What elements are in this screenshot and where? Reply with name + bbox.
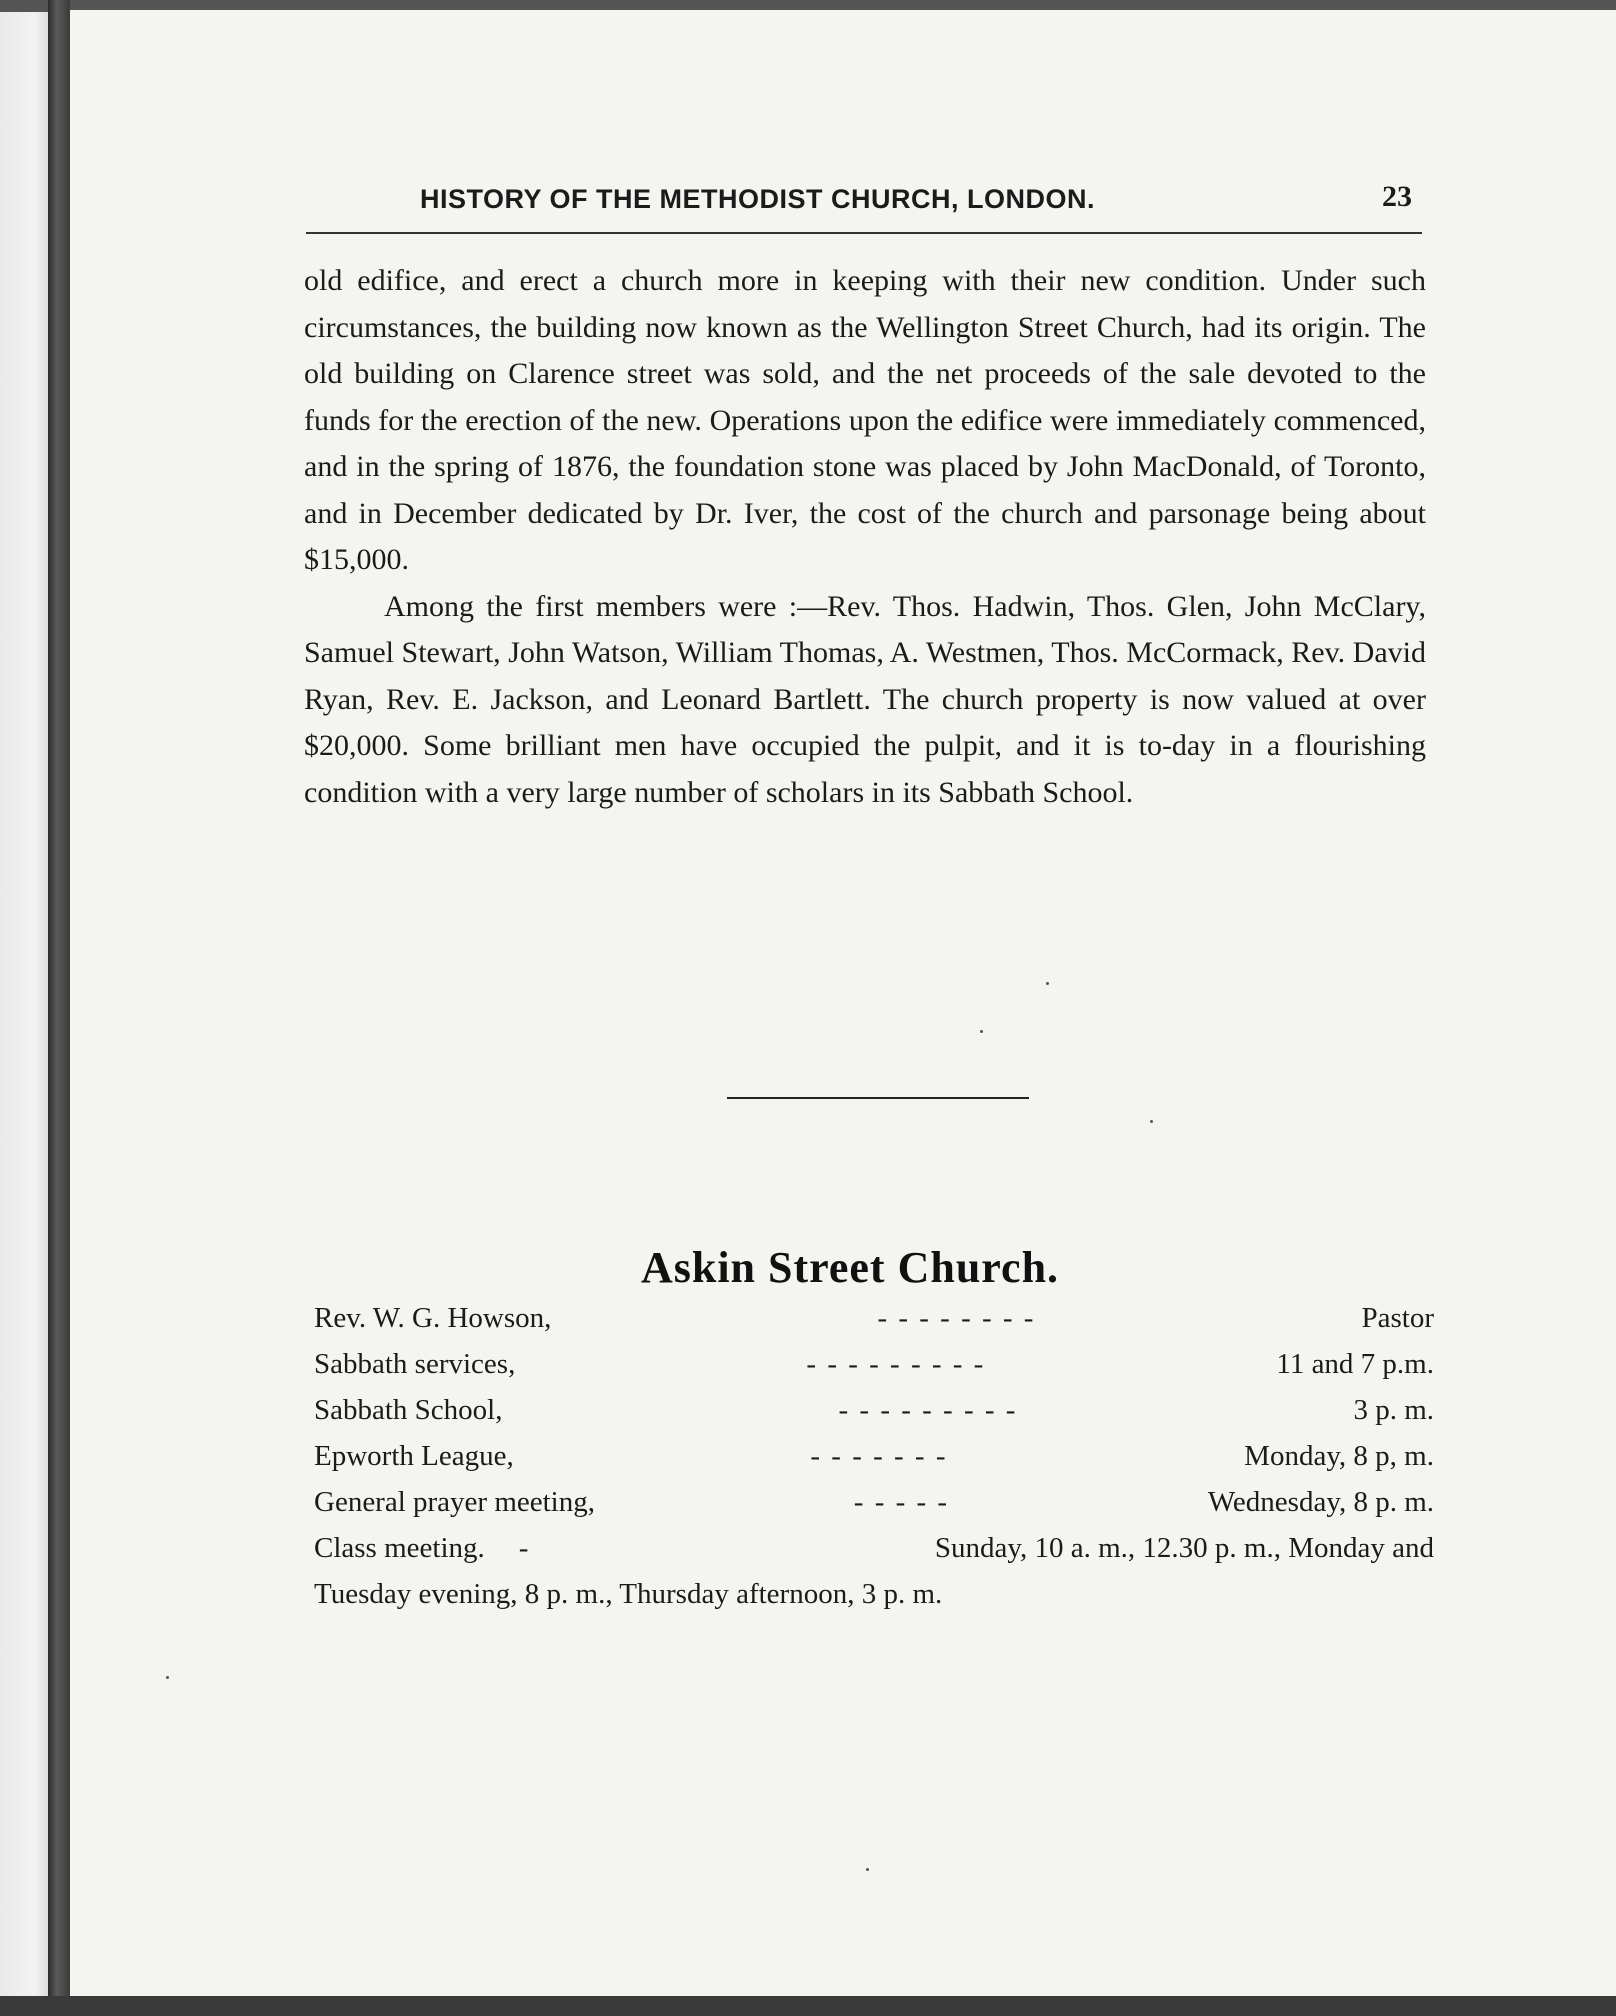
speck xyxy=(1150,1120,1153,1123)
service-schedule xyxy=(314,1302,1434,1624)
schedule-value: Monday, 8 p, m. xyxy=(1244,1440,1434,1472)
schedule-value: Wednesday, 8 p. m. xyxy=(1207,1486,1434,1518)
schedule-row-prayer-meeting xyxy=(314,1486,1434,1532)
section-heading: Askin Street Church. xyxy=(640,1243,1060,1292)
speck xyxy=(1046,982,1049,985)
dot-leader: - - - - - - - - - xyxy=(838,1394,1018,1426)
schedule-label: General prayer meeting, xyxy=(314,1486,595,1518)
schedule-label: Sabbath services, xyxy=(314,1348,516,1380)
dot-leader: - - - - - - - xyxy=(810,1440,948,1472)
schedule-value: Pastor xyxy=(1361,1302,1434,1334)
running-head-title: HISTORY OF THE METHODIST CHURCH, LONDON. xyxy=(420,184,1096,214)
dot-leader: - - - - - - - - xyxy=(877,1302,1036,1334)
schedule-label: Sabbath School, xyxy=(314,1394,503,1426)
dot-leader: - - - - - - - - - xyxy=(806,1348,986,1380)
dot-leader: - - - - - xyxy=(853,1486,950,1518)
schedule-row-sabbath-school xyxy=(314,1394,1434,1440)
speck xyxy=(166,1676,169,1679)
schedule-row-pastor xyxy=(314,1302,1434,1348)
schedule-value: 3 p. m. xyxy=(1353,1394,1434,1426)
schedule-row-class-meeting xyxy=(314,1532,1434,1578)
schedule-row-class-meeting-continued xyxy=(314,1578,1434,1624)
dot-leader: - xyxy=(518,1532,529,1564)
page-number: 23 xyxy=(1382,180,1412,213)
speck xyxy=(866,1868,869,1871)
schedule-row-epworth-league xyxy=(314,1440,1434,1486)
speck xyxy=(980,1030,983,1033)
header-rule xyxy=(306,232,1422,234)
schedule-label: Class meeting. xyxy=(314,1532,485,1564)
schedule-continuation: Tuesday evening, 8 p. m., Thursday afternoon, 3 p. m. xyxy=(314,1578,943,1610)
scan-bottom-border xyxy=(0,1996,1616,2016)
schedule-label: Epworth League, xyxy=(314,1440,514,1472)
book-spine xyxy=(48,0,70,2016)
schedule-label: Rev. W. G. Howson, xyxy=(314,1302,552,1334)
section-divider xyxy=(727,1097,1029,1099)
paragraph-1: old edifice, and erect a church more in keeping with their new condition. Under such circumstances, the building now known as the Wellington Street Church, had its origin. The old building on Clarence street was sold, and the net proceeds of the sale devoted to the funds for the erection of the new. Operations upon the edifice were immediately commenced, and in the spring of 1876, the foundation stone was placed by John MacDonald, of Toronto, and in December dedicated by Dr. Iver, the cost of the church and parsonage being about $15,000. xyxy=(304,264,1426,576)
schedule-value: Sunday, 10 a. m., 12.30 p. m., Monday and xyxy=(934,1532,1434,1564)
paragraph-2: Among the first members were :—Rev. Thos. Hadwin, Thos. Glen, John McClary, Samuel Stewart, John Watson, William Thomas, A. Westmen, Thos. McCormack, Rev. David Ryan, Rev. E. Jackson, and Leonard Bartlett. The church property is now valued at over $20,000. Some brilliant men have occupied the pulpit, and it is to-day in a flourishing condition with a very large number of scholars in its Sabbath School. xyxy=(304,589,1426,809)
facing-page-edge xyxy=(0,12,50,2000)
schedule-row-sabbath-services xyxy=(314,1348,1434,1394)
schedule-value: 11 and 7 p.m. xyxy=(1276,1348,1434,1380)
body-text xyxy=(304,258,1426,816)
